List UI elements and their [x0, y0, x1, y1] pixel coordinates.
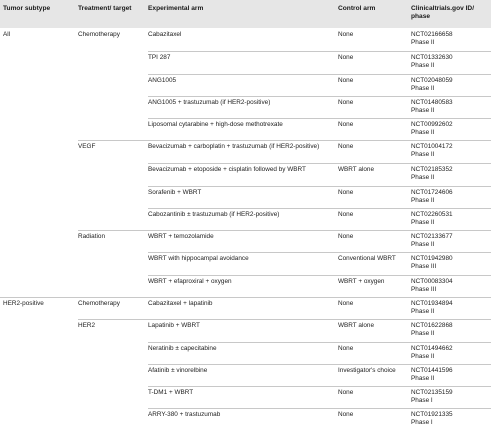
trial-phase: Phase II — [411, 128, 435, 136]
trial-phase: Phase I — [411, 396, 433, 404]
cell-experimental-arm: Bevacizumab + etoposide + cisplatin followed by WBRT — [148, 166, 306, 173]
trial-id: NCT01934894 — [411, 300, 453, 307]
cell-trial-id-phase — [411, 322, 491, 337]
cell-trial-id-phase — [411, 255, 491, 270]
trial-phase: Phase II — [411, 352, 435, 360]
cell-experimental-arm: ARRY-380 + trastuzumab — [148, 411, 221, 418]
trial-id: NCT02048059 — [411, 77, 453, 84]
cell-experimental-arm: WBRT with hippocampal avoidance — [148, 255, 249, 262]
table-row — [0, 96, 491, 118]
row-divider — [148, 186, 491, 187]
trial-phase: Phase III — [411, 262, 437, 270]
trial-id: NCT02185352 — [411, 166, 453, 173]
cell-trial-id-phase — [411, 189, 491, 204]
cell-experimental-arm: Bevacizumab + carboplatin + trastuzumab (if HER2-positive) — [148, 143, 320, 150]
row-divider — [148, 275, 491, 276]
trial-id: NCT01494662 — [411, 345, 453, 352]
cell-control-arm: None — [338, 345, 354, 352]
table-row — [0, 28, 491, 50]
table-row — [0, 319, 491, 341]
cell-control-arm: None — [338, 143, 354, 150]
table-row — [0, 118, 491, 140]
cell-control-arm: None — [338, 411, 354, 418]
cell-trial-id-phase — [411, 389, 491, 404]
trial-id: NCT01441596 — [411, 367, 453, 374]
trial-phase: Phase II — [411, 218, 435, 226]
cell-control-arm: None — [338, 300, 354, 307]
trial-phase: Phase III — [411, 285, 437, 293]
row-divider — [148, 342, 491, 343]
trial-phase: Phase I — [411, 418, 433, 426]
table-row — [0, 208, 491, 230]
cell-experimental-arm: Lapatinib + WBRT — [148, 322, 200, 329]
row-divider — [148, 74, 491, 75]
cell-treatment-target: HER2 — [78, 322, 96, 329]
trial-id: NCT01622868 — [411, 322, 453, 329]
cell-experimental-arm: Cabazitaxel + lapatinib — [148, 300, 213, 307]
trial-id: NCT02133677 — [411, 233, 453, 240]
cell-trial-id-phase — [411, 345, 491, 360]
cell-control-arm: None — [338, 233, 354, 240]
trial-id: NCT00083304 — [411, 278, 453, 285]
header-control-arm: Control arm — [338, 5, 376, 12]
cell-trial-id-phase — [411, 143, 491, 158]
cell-control-arm: WBRT alone — [338, 166, 374, 173]
header-tumor-subtype: Tumor subtype — [3, 5, 51, 12]
cell-control-arm: None — [338, 389, 354, 396]
trial-id: NCT01921335 — [411, 411, 453, 418]
trial-id: NCT01004172 — [411, 143, 453, 150]
table-row — [0, 186, 491, 208]
header-experimental-arm: Experimental arm — [148, 5, 204, 12]
trial-id: NCT02135159 — [411, 389, 453, 396]
table-row — [0, 342, 491, 364]
table-row — [0, 252, 491, 274]
table-row — [0, 364, 491, 386]
cell-experimental-arm: ANG1005 + trastuzumab (if HER2-positive) — [148, 99, 271, 106]
trial-id: NCT02260531 — [411, 211, 453, 218]
cell-trial-id-phase — [411, 233, 491, 248]
trial-phase: Phase II — [411, 307, 435, 315]
cell-experimental-arm: ANG1005 — [148, 77, 177, 84]
trial-id: NCT01942980 — [411, 255, 453, 262]
table-row — [0, 230, 491, 252]
trial-phase: Phase II — [411, 38, 435, 46]
cell-trial-id-phase — [411, 211, 491, 226]
row-divider — [148, 386, 491, 387]
cell-control-arm: WBRT + oxygen — [338, 278, 385, 285]
cell-experimental-arm: Neratinib ± capecitabine — [148, 345, 217, 352]
cell-trial-id-phase — [411, 278, 491, 293]
row-divider — [148, 364, 491, 365]
cell-control-arm: WBRT alone — [338, 322, 374, 329]
table-row — [0, 275, 491, 297]
cell-tumor-subtype: All — [3, 31, 11, 38]
trial-phase: Phase II — [411, 61, 435, 69]
row-divider — [148, 252, 491, 253]
cell-experimental-arm: Cabozantinib ± trastuzumab (if HER2-positive) — [148, 211, 280, 218]
trial-id: NCT00992602 — [411, 121, 453, 128]
cell-treatment-target: Chemotherapy — [78, 300, 120, 307]
cell-experimental-arm: WBRT + temozolamide — [148, 233, 214, 240]
cell-experimental-arm: Afatinib ± vinorelbine — [148, 367, 208, 374]
cell-trial-id-phase — [411, 77, 491, 92]
trial-id: NCT01724606 — [411, 189, 453, 196]
cell-experimental-arm: Sorafenib + WBRT — [148, 189, 202, 196]
row-divider — [148, 163, 491, 164]
cell-trial-id-phase — [411, 54, 491, 69]
cell-control-arm: None — [338, 189, 354, 196]
table-row — [0, 408, 491, 430]
trial-phase: Phase II — [411, 374, 435, 382]
header-treatment-target: Treatment/ target — [78, 5, 132, 12]
cell-control-arm: Conventional WBRT — [338, 255, 396, 262]
cell-control-arm: None — [338, 77, 354, 84]
trial-phase: Phase II — [411, 240, 435, 248]
cell-treatment-target: Chemotherapy — [78, 31, 120, 38]
cell-control-arm: None — [338, 99, 354, 106]
cell-trial-id-phase — [411, 166, 491, 181]
row-divider — [148, 208, 491, 209]
row-divider — [148, 96, 491, 97]
cell-trial-id-phase — [411, 99, 491, 114]
trial-phase: Phase II — [411, 106, 435, 114]
cell-treatment-target: VEGF — [78, 143, 96, 150]
row-divider — [78, 230, 491, 231]
trial-phase: Phase II — [411, 173, 435, 181]
trial-phase: Phase II — [411, 150, 435, 158]
trial-id: NCT02166658 — [411, 31, 453, 38]
cell-experimental-arm: Liposomal cytarabine + high-dose methotrexate — [148, 121, 283, 128]
cell-tumor-subtype: HER2-positive — [3, 300, 44, 307]
table-row — [0, 297, 491, 319]
row-divider — [148, 408, 491, 409]
cell-trial-id-phase — [411, 121, 491, 136]
cell-control-arm: None — [338, 31, 354, 38]
table-row — [0, 140, 491, 162]
cell-trial-id-phase — [411, 300, 491, 315]
cell-trial-id-phase — [411, 367, 491, 382]
trial-phase: Phase II — [411, 329, 435, 337]
table-row — [0, 163, 491, 185]
cell-control-arm: None — [338, 211, 354, 218]
row-divider — [148, 118, 491, 119]
cell-treatment-target: Radiation — [78, 233, 106, 240]
trial-id: NCT01480583 — [411, 99, 453, 106]
cell-control-arm: Investigator's choice — [338, 367, 396, 374]
cell-experimental-arm: Cabazitaxel — [148, 31, 182, 38]
cell-experimental-arm: WBRT + efaproxiral + oxygen — [148, 278, 232, 285]
row-divider — [78, 140, 491, 141]
table-row — [0, 51, 491, 73]
row-divider — [0, 297, 491, 298]
cell-experimental-arm: TPI 287 — [148, 54, 171, 61]
table-row — [0, 386, 491, 408]
header-trial-id-phase: Clinicaltrials.gov ID/ phase — [411, 5, 475, 20]
trial-id: NCT01332630 — [411, 54, 453, 61]
cell-experimental-arm: T-DM1 + WBRT — [148, 389, 194, 396]
table-row — [0, 74, 491, 96]
row-divider — [78, 319, 491, 320]
table-header — [0, 0, 491, 28]
cell-trial-id-phase — [411, 31, 491, 46]
trial-phase: Phase II — [411, 196, 435, 204]
trial-phase: Phase II — [411, 84, 435, 92]
cell-control-arm: None — [338, 54, 354, 61]
row-divider — [148, 51, 491, 52]
cell-control-arm: None — [338, 121, 354, 128]
